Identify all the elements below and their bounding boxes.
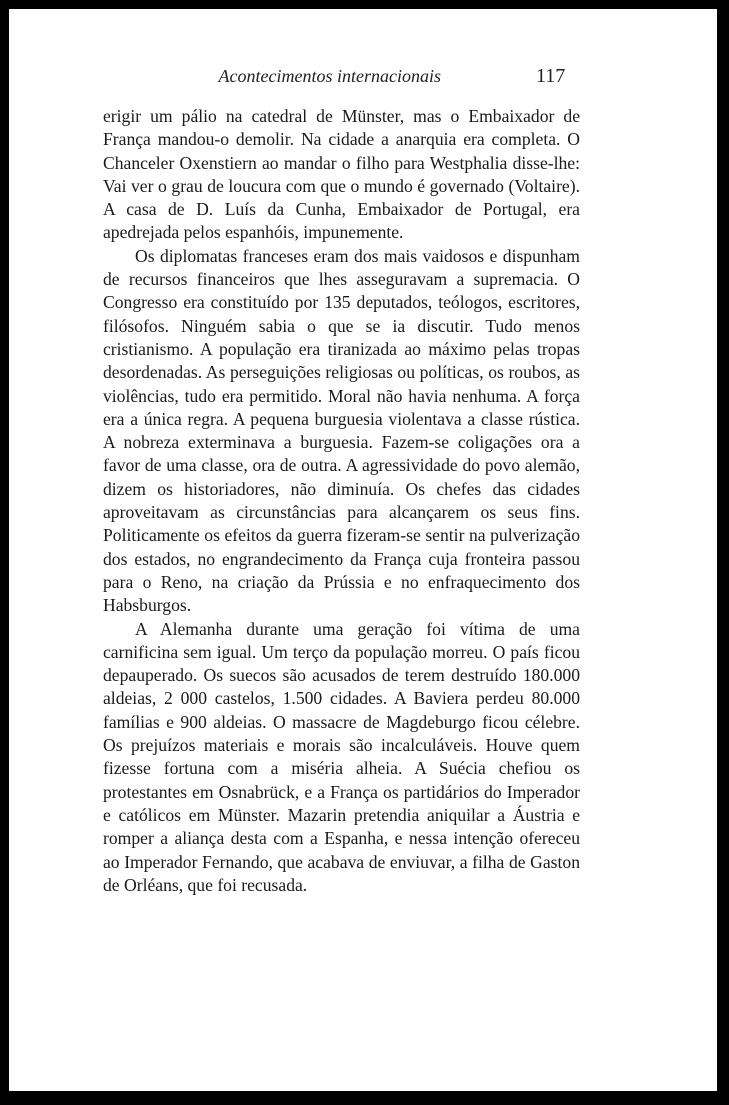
- page-number: 117: [536, 65, 566, 87]
- paragraph: Os diplomatas franceses eram dos mais vaidosos e dispunham de recursos financeiros que lhes asseguravam a supremacia. O Congresso era constituído por 135 deputados, teólogos, escritores, filósofos. Ninguém sabia o que se ia discutir. Tudo menos cristianismo. A população era tiranizada ao máximo pelas tropas desordenadas. As perseguições religiosas ou políticas, os roubos, as violências, tudo era permitido. Moral não havia nenhuma. A força era a única regra. A pequena burguesia violentava a classe rústica. A nobreza exterminava a burguesia. Fazem-se coligações ora a favor de uma classe, ora de outra. A agressividade do povo alemão, dizem os historiadores, não diminuía. Os chefes das cidades aproveitavam as circunstâncias para alcançarem os seus fins. Politicamente os efeitos da guerra fizeram-se sentir na pulverização dos estados, no engrandecimento da França cuja fronteira passou para o Reno, na criação da Prússia e no enfraquecimento dos Habsburgos.: [103, 245, 580, 616]
- body-text: [103, 105, 580, 897]
- running-title: Acontecimentos internacionais: [218, 66, 441, 86]
- paragraph: erigir um pálio na catedral de Münster, mas o Embaixador de França mandou-o demolir. Na cidade a anarquia era completa. O Chanceler Oxenstiern ao mandar o filho para Westphalia disse-lhe: Vai ver o grau de loucura com que o mundo é governado (Voltaire). A casa de D. Luís da Cunha, Embaixador de Portugal, era apedrejada pelos espanhóis, impunemente.: [103, 106, 580, 243]
- book-page: [9, 9, 717, 1091]
- paragraph: A Alemanha durante uma geração foi vítima de uma carnificina sem igual. Um terço da população morreu. O país ficou depauperado. Os suecos são acusados de terem destruído 180.000 aldeias, 2 000 castelos, 1.500 cidades. A Baviera perdeu 80.000 famílias e 900 aldeias. O massacre de Magdeburgo ficou célebre. Os prejuízos materiais e morais são incalculáveis. Houve quem fizesse fortuna com a miséria alheia. A Suécia chefiou os protestantes em Osnabrück, e a França os partidários do Imperador e católicos em Münster. Mazarin pretendia aniquilar a Áustria e romper a aliança desta com a Espanha, e nessa intenção ofereceu ao Imperador Fernando, que acabava de enviuvar, a filha de Gaston de Orléans, que foi recusada.: [103, 618, 580, 895]
- running-header: [9, 66, 717, 92]
